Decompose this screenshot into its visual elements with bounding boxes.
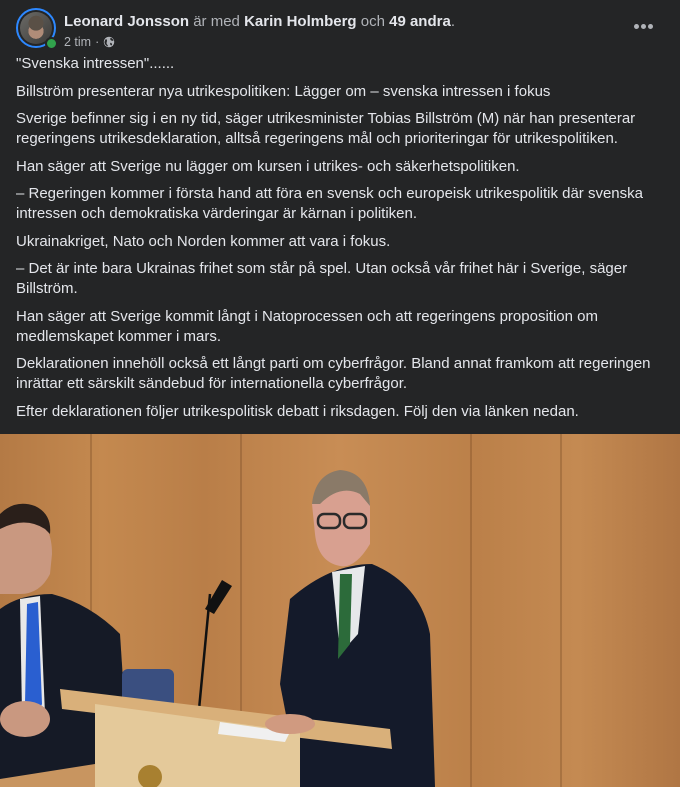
post-meta	[64, 35, 115, 49]
meta-separator: ·	[95, 35, 100, 49]
online-status-icon	[45, 37, 58, 50]
post-paragraph: Efter deklarationen följer utrikespolitisk debatt i riksdagen. Följ den via länken nedan.	[16, 402, 579, 420]
post-header	[16, 8, 664, 48]
timestamp-link[interactable]: 2 tim	[64, 35, 92, 49]
post-body	[16, 54, 664, 429]
author-name-link[interactable]: Leonard Jonsson	[64, 13, 190, 30]
post-title-line	[64, 13, 455, 30]
more-options-button[interactable]	[630, 16, 656, 36]
photo-scene	[0, 434, 680, 787]
tagged-person-link[interactable]: Karin Holmberg	[244, 13, 357, 30]
others-link[interactable]: 49 andra	[389, 13, 451, 30]
post-paragraph: – Det är inte bara Ukrainas frihet som står på spel. Utan också vår frihet här i Sverige, säger Billström.	[16, 260, 628, 297]
post-paragraph: Han säger att Sverige kommit långt i Natoprocessen och att regeringens proposition om medlemskapet kommer i mars.	[16, 307, 598, 345]
post-photo[interactable]	[0, 434, 680, 787]
more-dot	[648, 24, 653, 29]
post-paragraph: Han säger att Sverige nu lägger om kursen i utrikes- och säkerhetspolitiken.	[16, 157, 520, 175]
author-avatar[interactable]	[16, 8, 56, 48]
period: .	[450, 13, 455, 30]
post-paragraph: Sverige befinner sig i en ny tid, säger utrikesminister Tobias Billström (M) när han presenterar regeringens utrikesdeklaration, alltså regeringens mål och prioriteringar för utrikespolitiken.	[16, 110, 636, 147]
post-paragraph: Deklarationen innehöll också ett långt parti om cyberfrågor. Bland annat framkom att regeringen inrättar ett särskilt sändebud för internationella cyberfrågor.	[16, 355, 651, 392]
globe-icon[interactable]	[103, 36, 115, 48]
and-text: och	[360, 13, 385, 30]
post-paragraph: Billström presenterar nya utrikespolitiken: Lägger om – svenska intressen i fokus	[16, 82, 551, 100]
post-paragraph: "Svenska intressen"......	[16, 55, 175, 72]
with-text: är med	[193, 13, 240, 30]
more-horizontal-icon	[634, 24, 639, 29]
post-paragraph: – Regeringen kommer i första hand att föra en svensk och europeisk utrikespolitik där svenska intressen och demokratiska värderingar är kärnan i politiken.	[16, 185, 643, 222]
post-paragraph: Ukrainakriget, Nato och Norden kommer att vara i fokus.	[16, 232, 391, 250]
more-dot	[641, 24, 646, 29]
